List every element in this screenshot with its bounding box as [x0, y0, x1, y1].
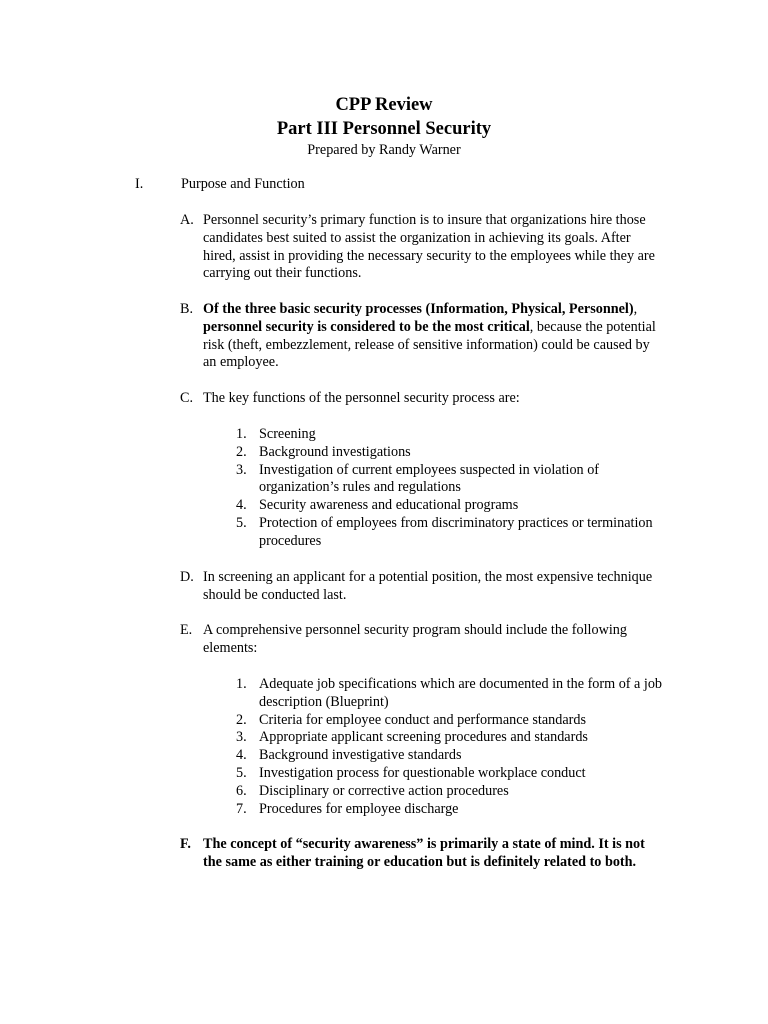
list-item-number: 5. — [236, 764, 247, 781]
list-item-text: Procedures for employee discharge — [259, 800, 459, 817]
list-item-number: 1. — [236, 426, 247, 442]
item-a-label: A. — [180, 212, 194, 228]
list-item — [236, 426, 664, 444]
document-title: CPP Review — [335, 95, 433, 115]
item-c-text: The key functions of the personnel security process are: — [203, 390, 520, 406]
item-c-list — [236, 426, 664, 551]
item-c-label: C. — [180, 390, 194, 406]
item-a-text: Personnel security’s primary function is to insure that organizations hire those candidates best suited to assist the organization in achieving its goals. After hired, assist in providing the necessary security to the employees while they are carrying out their functions. — [203, 212, 655, 282]
list-item-text: Background investigative standards — [259, 747, 462, 764]
item-e-list — [236, 676, 664, 818]
list-item-number: 6. — [236, 782, 247, 799]
item-c — [180, 390, 663, 408]
item-d — [180, 569, 663, 605]
item-a — [180, 212, 663, 283]
item-b-separator: , — [633, 301, 638, 317]
item-d-text: In screening an applicant for a potential position, the most expensive technique should be conducted last. — [203, 569, 653, 603]
item-e-text: A comprehensive personnel security program should include the following elements: — [203, 622, 627, 656]
list-item-text: Appropriate applicant screening procedures and standards — [259, 729, 588, 746]
item-b-label: B. — [180, 301, 194, 317]
list-item-text: Disciplinary or corrective action procedures — [259, 782, 509, 799]
list-item-text: Investigation process for questionable workplace conduct — [259, 764, 586, 781]
section-title: Purpose and Function — [181, 176, 305, 192]
list-item-number: 3. — [236, 461, 247, 478]
list-item-text: Investigation of current employees suspected in violation of organization’s rules and regulations — [259, 461, 600, 496]
list-item — [236, 711, 664, 730]
item-f-label: F. — [180, 836, 191, 852]
list-item — [236, 676, 664, 712]
list-item-text: Adequate job specifications which are documented in the form of a job description (Blueprint) — [259, 676, 663, 710]
list-item — [236, 764, 664, 783]
list-item-number: 5. — [236, 514, 247, 531]
list-item — [236, 782, 664, 801]
list-item — [236, 461, 664, 498]
item-b-text — [203, 301, 663, 372]
item-f — [180, 836, 665, 872]
section-number: I. — [135, 176, 144, 192]
list-item-number: 3. — [236, 729, 247, 746]
item-d-label: D. — [180, 569, 194, 585]
list-item — [236, 443, 664, 462]
item-e — [180, 622, 663, 658]
list-item-number: 4. — [236, 747, 247, 764]
list-item-number: 2. — [236, 443, 247, 460]
list-item-text: Protection of employees from discriminatory practices or termination procedures — [259, 514, 653, 549]
list-item-number: 1. — [236, 676, 247, 692]
list-item — [236, 514, 664, 551]
author-line: Prepared by Randy Warner — [307, 142, 461, 158]
list-item-text: Screening — [259, 426, 316, 442]
item-b-bold-2: personnel security is considered to be the most critical — [203, 318, 530, 335]
item-b-bold-1: Of the three basic security processes (Information, Physical, Personnel) — [203, 301, 634, 317]
list-item — [236, 497, 664, 515]
list-item-text: Security awareness and educational programs — [259, 497, 519, 514]
item-b — [180, 301, 663, 372]
list-item-text: Background investigations — [259, 443, 411, 460]
list-item — [236, 747, 664, 765]
list-item-number: 2. — [236, 711, 247, 728]
item-e-label: E. — [180, 622, 193, 638]
list-item — [236, 729, 664, 747]
item-b-rest: , because the potential risk (theft, embezzlement, release of sensitive information) could be caused by an employee. — [203, 318, 656, 371]
list-item-text: Criteria for employee conduct and performance standards — [259, 711, 586, 728]
document-subtitle: Part III Personnel Security — [276, 119, 492, 139]
list-item — [236, 800, 664, 819]
list-item-number: 4. — [236, 497, 247, 514]
item-f-text: The concept of “security awareness” is primarily a state of mind. It is not the same as either training or education but is definitely related to both. — [203, 836, 645, 870]
list-item-number: 7. — [236, 800, 247, 817]
